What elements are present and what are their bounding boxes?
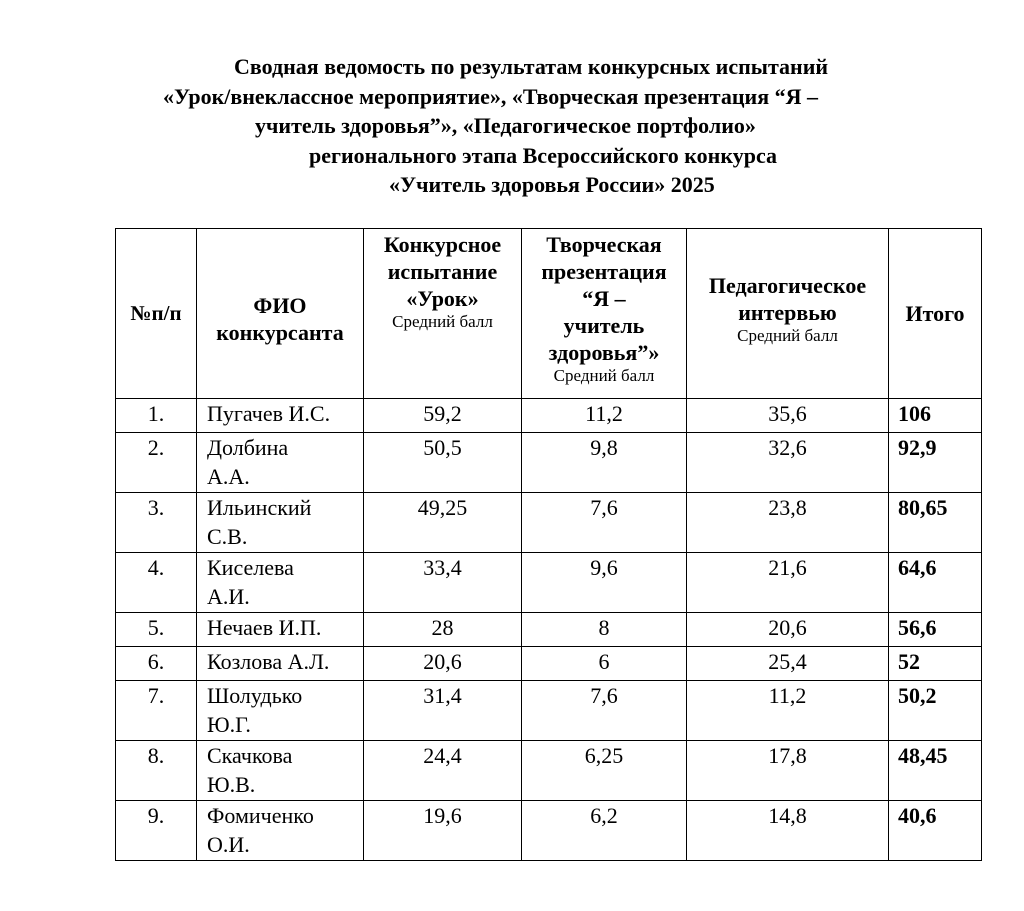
row-presentation: 9,6 — [522, 553, 687, 613]
row-lesson: 24,4 — [364, 741, 522, 801]
row-lesson: 49,25 — [364, 493, 522, 553]
header-interview-line1: Педагогическое — [708, 272, 867, 298]
header-presentation-line1: Творческая — [546, 232, 662, 257]
title-line-5: «Учитель здоровья России» 2025 — [389, 172, 715, 197]
row-presentation: 9,8 — [522, 433, 687, 493]
row-interview: 14,8 — [687, 801, 889, 861]
row-fio: Нечаев И.П. — [197, 613, 364, 647]
row-num: 8. — [116, 741, 197, 801]
header-interview-sub: Средний балл — [737, 325, 838, 345]
row-num: 3. — [116, 493, 197, 553]
row-presentation: 7,6 — [522, 493, 687, 553]
row-total: 56,6 — [889, 613, 982, 647]
table-row — [116, 613, 982, 647]
row-total: 40,6 — [889, 801, 982, 861]
table-row — [116, 433, 982, 493]
row-presentation: 11,2 — [522, 399, 687, 433]
row-presentation: 6 — [522, 647, 687, 681]
row-interview: 11,2 — [687, 681, 889, 741]
row-lesson: 20,6 — [364, 647, 522, 681]
table-row — [116, 681, 982, 741]
row-lesson: 50,5 — [364, 433, 522, 493]
row-total: 52 — [889, 647, 982, 681]
header-presentation-line3: “Я – — [582, 286, 626, 311]
document-title — [0, 52, 1024, 200]
row-fio: Шолудько Ю.Г. — [197, 681, 364, 741]
header-interview — [687, 229, 889, 399]
header-lesson-sub: Средний балл — [392, 312, 493, 331]
row-num: 9. — [116, 801, 197, 861]
header-lesson-line1: Конкурсное — [383, 232, 502, 257]
row-interview: 25,4 — [687, 647, 889, 681]
row-num: 2. — [116, 433, 197, 493]
row-fio: Скачкова Ю.В. — [197, 741, 364, 801]
row-presentation: 7,6 — [522, 681, 687, 741]
row-fio: Козлова А.Л. — [197, 647, 364, 681]
table-row — [116, 553, 982, 613]
header-lesson-line3: «Урок» — [406, 286, 479, 311]
header-presentation-sub: Средний балл — [553, 366, 655, 385]
row-total: 92,9 — [889, 433, 982, 493]
header-num: №п/п — [116, 229, 197, 399]
header-total: Итого — [889, 229, 982, 399]
row-fio: Долбина А.А. — [197, 433, 364, 493]
header-fio-line2: конкурсанта — [216, 319, 344, 345]
header-interview-line2: интервью — [738, 299, 837, 325]
row-fio: Фомиченко О.И. — [197, 801, 364, 861]
header-lesson-line2: испытание — [387, 259, 498, 284]
title-line-1: Сводная ведомость по результатам конкурсных испытаний — [234, 54, 829, 79]
table-row — [116, 647, 982, 681]
header-presentation — [522, 229, 687, 399]
title-line-3: учитель здоровья”», «Педагогическое портфолио» — [255, 113, 756, 138]
row-num: 6. — [116, 647, 197, 681]
row-presentation: 6,25 — [522, 741, 687, 801]
row-total: 64,6 — [889, 553, 982, 613]
row-lesson: 59,2 — [364, 399, 522, 433]
table-row — [116, 741, 982, 801]
row-presentation: 6,2 — [522, 801, 687, 861]
row-fio: Пугачев И.С. — [197, 399, 364, 433]
header-lesson — [364, 229, 522, 399]
row-total: 106 — [889, 399, 982, 433]
row-total: 48,45 — [889, 741, 982, 801]
row-lesson: 31,4 — [364, 681, 522, 741]
table-row — [116, 399, 982, 433]
row-lesson: 28 — [364, 613, 522, 647]
row-lesson: 33,4 — [364, 553, 522, 613]
row-interview: 32,6 — [687, 433, 889, 493]
header-presentation-line2: презентация — [541, 259, 667, 284]
table-row — [116, 493, 982, 553]
row-fio: Ильинский С.В. — [197, 493, 364, 553]
header-row — [116, 229, 982, 399]
row-interview: 17,8 — [687, 741, 889, 801]
title-line-2: «Урок/внеклассное мероприятие», «Творческая презентация “Я – — [163, 83, 819, 109]
row-total: 50,2 — [889, 681, 982, 741]
results-table — [115, 228, 982, 861]
header-presentation-line4: учитель — [563, 313, 645, 338]
row-num: 5. — [116, 613, 197, 647]
table-row — [116, 801, 982, 861]
row-presentation: 8 — [522, 613, 687, 647]
row-interview: 35,6 — [687, 399, 889, 433]
row-lesson: 19,6 — [364, 801, 522, 861]
header-fio-line1: ФИО — [253, 292, 307, 318]
row-total: 80,65 — [889, 493, 982, 553]
row-num: 7. — [116, 681, 197, 741]
row-fio: Киселева А.И. — [197, 553, 364, 613]
row-interview: 21,6 — [687, 553, 889, 613]
title-line-4: регионального этапа Всероссийского конкурса — [309, 142, 777, 168]
row-num: 1. — [116, 399, 197, 433]
header-fio — [197, 229, 364, 399]
row-num: 4. — [116, 553, 197, 613]
row-interview: 23,8 — [687, 493, 889, 553]
header-presentation-line5: здоровья”» — [548, 340, 660, 365]
row-interview: 20,6 — [687, 613, 889, 647]
